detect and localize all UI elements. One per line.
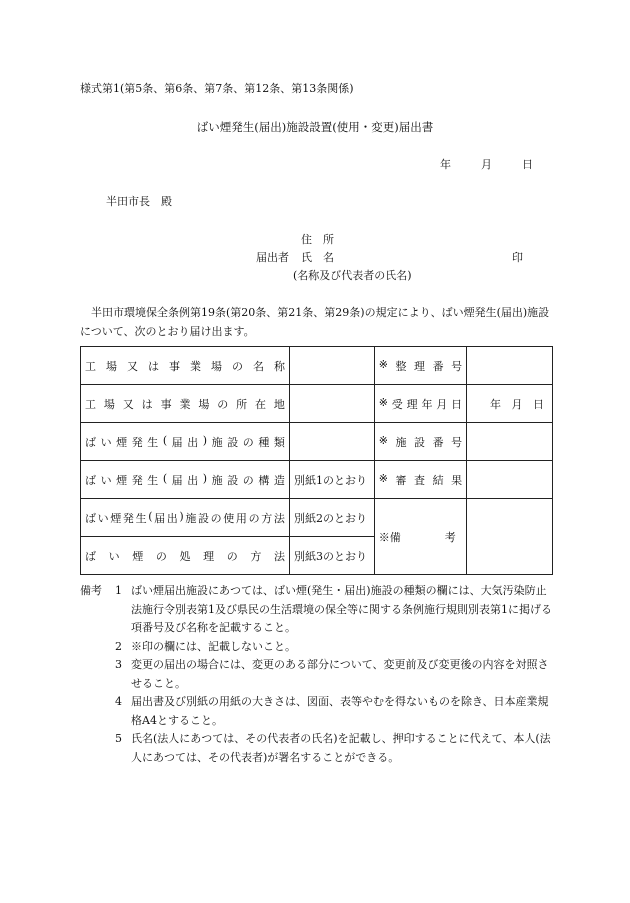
label-char: 又 <box>122 397 134 411</box>
justified-label <box>379 434 462 450</box>
label-char: 使 <box>223 511 235 525</box>
label-char: 受 <box>391 397 403 411</box>
label-char: の <box>242 473 254 487</box>
label-char: 生 <box>147 435 159 449</box>
label-char: 類 <box>273 435 285 449</box>
label-char: 出 <box>187 473 199 487</box>
facility-type-field[interactable] <box>290 423 375 461</box>
label-char: 煙 <box>132 549 144 563</box>
label-char: 施 <box>185 511 197 525</box>
note-item <box>115 693 555 730</box>
label-char: 場 <box>198 397 210 411</box>
label-char: ば <box>85 473 96 487</box>
addressee: 半田市長 殿 <box>106 195 172 208</box>
note-item <box>115 730 555 767</box>
label-char: の <box>210 511 222 525</box>
label-char: 法 <box>274 549 285 563</box>
label-char: 設 <box>227 435 239 449</box>
label-char: ば <box>85 549 96 563</box>
label-char: 結 <box>432 473 444 487</box>
facility-type-label <box>81 423 290 461</box>
label-char: 届 <box>171 473 183 487</box>
label-char: い <box>108 549 120 563</box>
label-char: の <box>217 397 229 411</box>
label-char: ※ <box>378 395 388 409</box>
table-row <box>81 499 553 537</box>
table-row <box>81 423 553 461</box>
justified-label <box>85 396 285 412</box>
label-char: ( <box>162 433 168 447</box>
label-char: 称 <box>274 359 285 373</box>
label-char: 果 <box>451 473 463 487</box>
label-char: は <box>141 397 153 411</box>
usage-method-label <box>81 499 290 537</box>
label-char: 日 <box>451 397 463 411</box>
label-char: ) <box>202 433 208 447</box>
label-char: い <box>97 511 109 525</box>
factory-location-label <box>81 385 290 423</box>
justified-label <box>85 472 285 488</box>
form-number: 様式第1(第5条、第6条、第7条、第12条、第13条関係) <box>80 82 354 95</box>
label-char: の <box>232 359 243 373</box>
label-char: い <box>100 435 112 449</box>
table-row <box>81 385 553 423</box>
label-char: 在 <box>255 397 267 411</box>
label-char: 業 <box>190 359 201 373</box>
justified-label <box>379 358 462 374</box>
label-char: 地 <box>273 397 285 411</box>
label-char: 事 <box>160 397 172 411</box>
label-char: ば <box>85 435 96 449</box>
label-char: 場 <box>103 397 115 411</box>
date-day: 日 <box>522 158 533 171</box>
label-char: 号 <box>451 435 463 449</box>
factory-name-field[interactable] <box>290 347 375 385</box>
application-table <box>80 346 553 575</box>
notes-heading: 備考 <box>80 584 102 597</box>
document-title: ばい煙発生(届出)施設設置(使用・変更)届出書 <box>196 120 434 134</box>
address-label: 住 所 <box>301 233 334 246</box>
remarks-label: ※備 考 <box>374 499 466 575</box>
facility-structure-label <box>81 461 290 499</box>
label-char: 造 <box>273 473 285 487</box>
label-char: 設 <box>227 473 239 487</box>
label-char: 施 <box>211 435 223 449</box>
label-char: 設 <box>198 511 209 525</box>
label-char: 理 <box>414 359 426 373</box>
receipt-day: 日 <box>533 397 544 411</box>
label-char: 番 <box>432 359 444 373</box>
label-char: 方 <box>250 549 262 563</box>
remarks-field[interactable] <box>467 499 553 575</box>
justified-label <box>379 472 462 488</box>
facility-structure-value: 別紙1のとおり <box>290 461 375 499</box>
label-char: 煙 <box>110 511 122 525</box>
label-char: い <box>100 473 112 487</box>
treatment-method-value: 別紙3のとおり <box>290 537 375 575</box>
label-char: ば <box>85 511 96 525</box>
table-row <box>81 461 553 499</box>
note-text: 氏名(法人にあつては、その代表者の氏名)を記載し、押印することに代えて、本人(法人にあつては、その代表者)が署名することができる。 <box>131 732 551 764</box>
table-row <box>81 347 553 385</box>
label-char: 用 <box>235 511 247 525</box>
label-char: 届 <box>171 435 183 449</box>
label-char: の <box>155 549 167 563</box>
label-char: 発 <box>131 435 143 449</box>
facility-number-label <box>374 423 466 461</box>
submission-date <box>440 156 533 172</box>
label-char: 生 <box>135 511 147 525</box>
reference-number-label <box>374 347 466 385</box>
label-char: ) <box>202 471 208 485</box>
label-char: ( <box>162 471 168 485</box>
label-char: ※ <box>378 471 388 485</box>
label-char: 場 <box>211 359 222 373</box>
label-char: 出 <box>187 435 199 449</box>
label-char: ( <box>148 509 153 523</box>
label-char: 業 <box>179 397 191 411</box>
justified-label <box>85 434 285 450</box>
label-char: 種 <box>258 435 270 449</box>
factory-name-label <box>81 347 290 385</box>
label-char: 構 <box>258 473 270 487</box>
receipt-month: 月 <box>511 397 523 411</box>
note-text: ばい煙届出施設にあつては、ばい煙(発生・届出)施設の種類の欄には、大気汚染防止法施行令別表第1及び県民の生活環境の保全等に関する条例施行規則別表第1に掲げる項番号及び名称を記載すること。 <box>131 584 552 634</box>
label-char: 設 <box>414 435 426 449</box>
label-char: の <box>242 435 254 449</box>
receipt-date-label <box>374 385 466 423</box>
seal-mark: 印 <box>512 251 523 264</box>
receipt-date-field[interactable] <box>467 385 553 423</box>
label-char: 所 <box>236 397 248 411</box>
label-char: 方 <box>261 511 273 525</box>
reference-number-field[interactable] <box>467 347 553 385</box>
label-char: の <box>248 511 260 525</box>
label-char: 工 <box>85 397 96 411</box>
justified-label <box>85 548 285 564</box>
label-char: 月 <box>436 397 448 411</box>
label-char: 煙 <box>116 435 128 449</box>
label-char: ※ <box>378 433 388 447</box>
receipt-year: 年 <box>490 397 501 411</box>
justified-label <box>85 510 285 526</box>
label-char: 事 <box>169 359 180 373</box>
label-char: 生 <box>147 473 159 487</box>
label-char: 年 <box>421 397 433 411</box>
note-number: 3 <box>115 658 122 671</box>
label-char: 発 <box>131 473 143 487</box>
label-char: 発 <box>122 511 134 525</box>
label-char: 番 <box>432 435 444 449</box>
note-number: 2 <box>115 639 122 653</box>
label-char: 届 <box>154 511 166 525</box>
label-char: 査 <box>414 473 426 487</box>
review-result-label <box>374 461 466 499</box>
name-note: (名称及び代表者の氏名) <box>293 269 412 282</box>
usage-method-value: 別紙2のとおり <box>290 499 375 537</box>
label-char: 施 <box>395 435 407 449</box>
date-month: 月 <box>481 158 492 171</box>
name-label: 氏 名 <box>301 251 334 264</box>
label-char: は <box>148 359 159 373</box>
treatment-method-label <box>81 537 290 575</box>
label-char: 整 <box>395 359 407 373</box>
label-char: 審 <box>395 473 407 487</box>
note-text: ※印の欄には、記載しないこと。 <box>131 639 296 653</box>
justified-label <box>85 358 285 374</box>
label-char: 法 <box>273 511 285 525</box>
label-char: 場 <box>106 359 117 373</box>
note-text: 変更の届出の場合には、変更のある部分について、変更前及び変更後の内容を対照させること。 <box>131 658 549 690</box>
note-item <box>115 582 555 638</box>
label-char: 理 <box>406 397 418 411</box>
note-item <box>115 656 555 693</box>
label-char: の <box>226 549 238 563</box>
note-number: 5 <box>115 732 122 745</box>
applicant-label: 届出者 <box>256 251 289 264</box>
label-char: 施 <box>211 473 223 487</box>
notes-list <box>115 582 555 767</box>
justified-label <box>379 396 462 412</box>
label-char: 出 <box>166 511 178 525</box>
note-number: 1 <box>115 584 122 597</box>
label-char: 理 <box>203 549 215 563</box>
label-char: 名 <box>253 359 264 373</box>
factory-location-field[interactable] <box>290 385 375 423</box>
note-text: 届出書及び別紙の用紙の大きさは、図面、表等やむを得ないものを除き、日本産業規格A4とすること。 <box>131 695 549 727</box>
label-char: ※ <box>378 357 388 371</box>
label-char: 煙 <box>116 473 128 487</box>
date-year: 年 <box>440 158 451 171</box>
label-char: ) <box>179 509 184 523</box>
label-char: 処 <box>179 549 191 563</box>
label-char: 号 <box>451 359 463 373</box>
label-char: 又 <box>127 359 138 373</box>
review-result-field[interactable] <box>467 461 553 499</box>
label-char: 工 <box>85 359 96 373</box>
note-item <box>115 638 555 657</box>
intro-text: 半田市環境保全条例第19条(第20条、第21条、第29条)の規定により、ばい煙発生(届出)施設について、次のとおり届け出ます。 <box>80 306 550 338</box>
facility-number-field[interactable] <box>467 423 553 461</box>
note-number: 4 <box>115 695 122 708</box>
